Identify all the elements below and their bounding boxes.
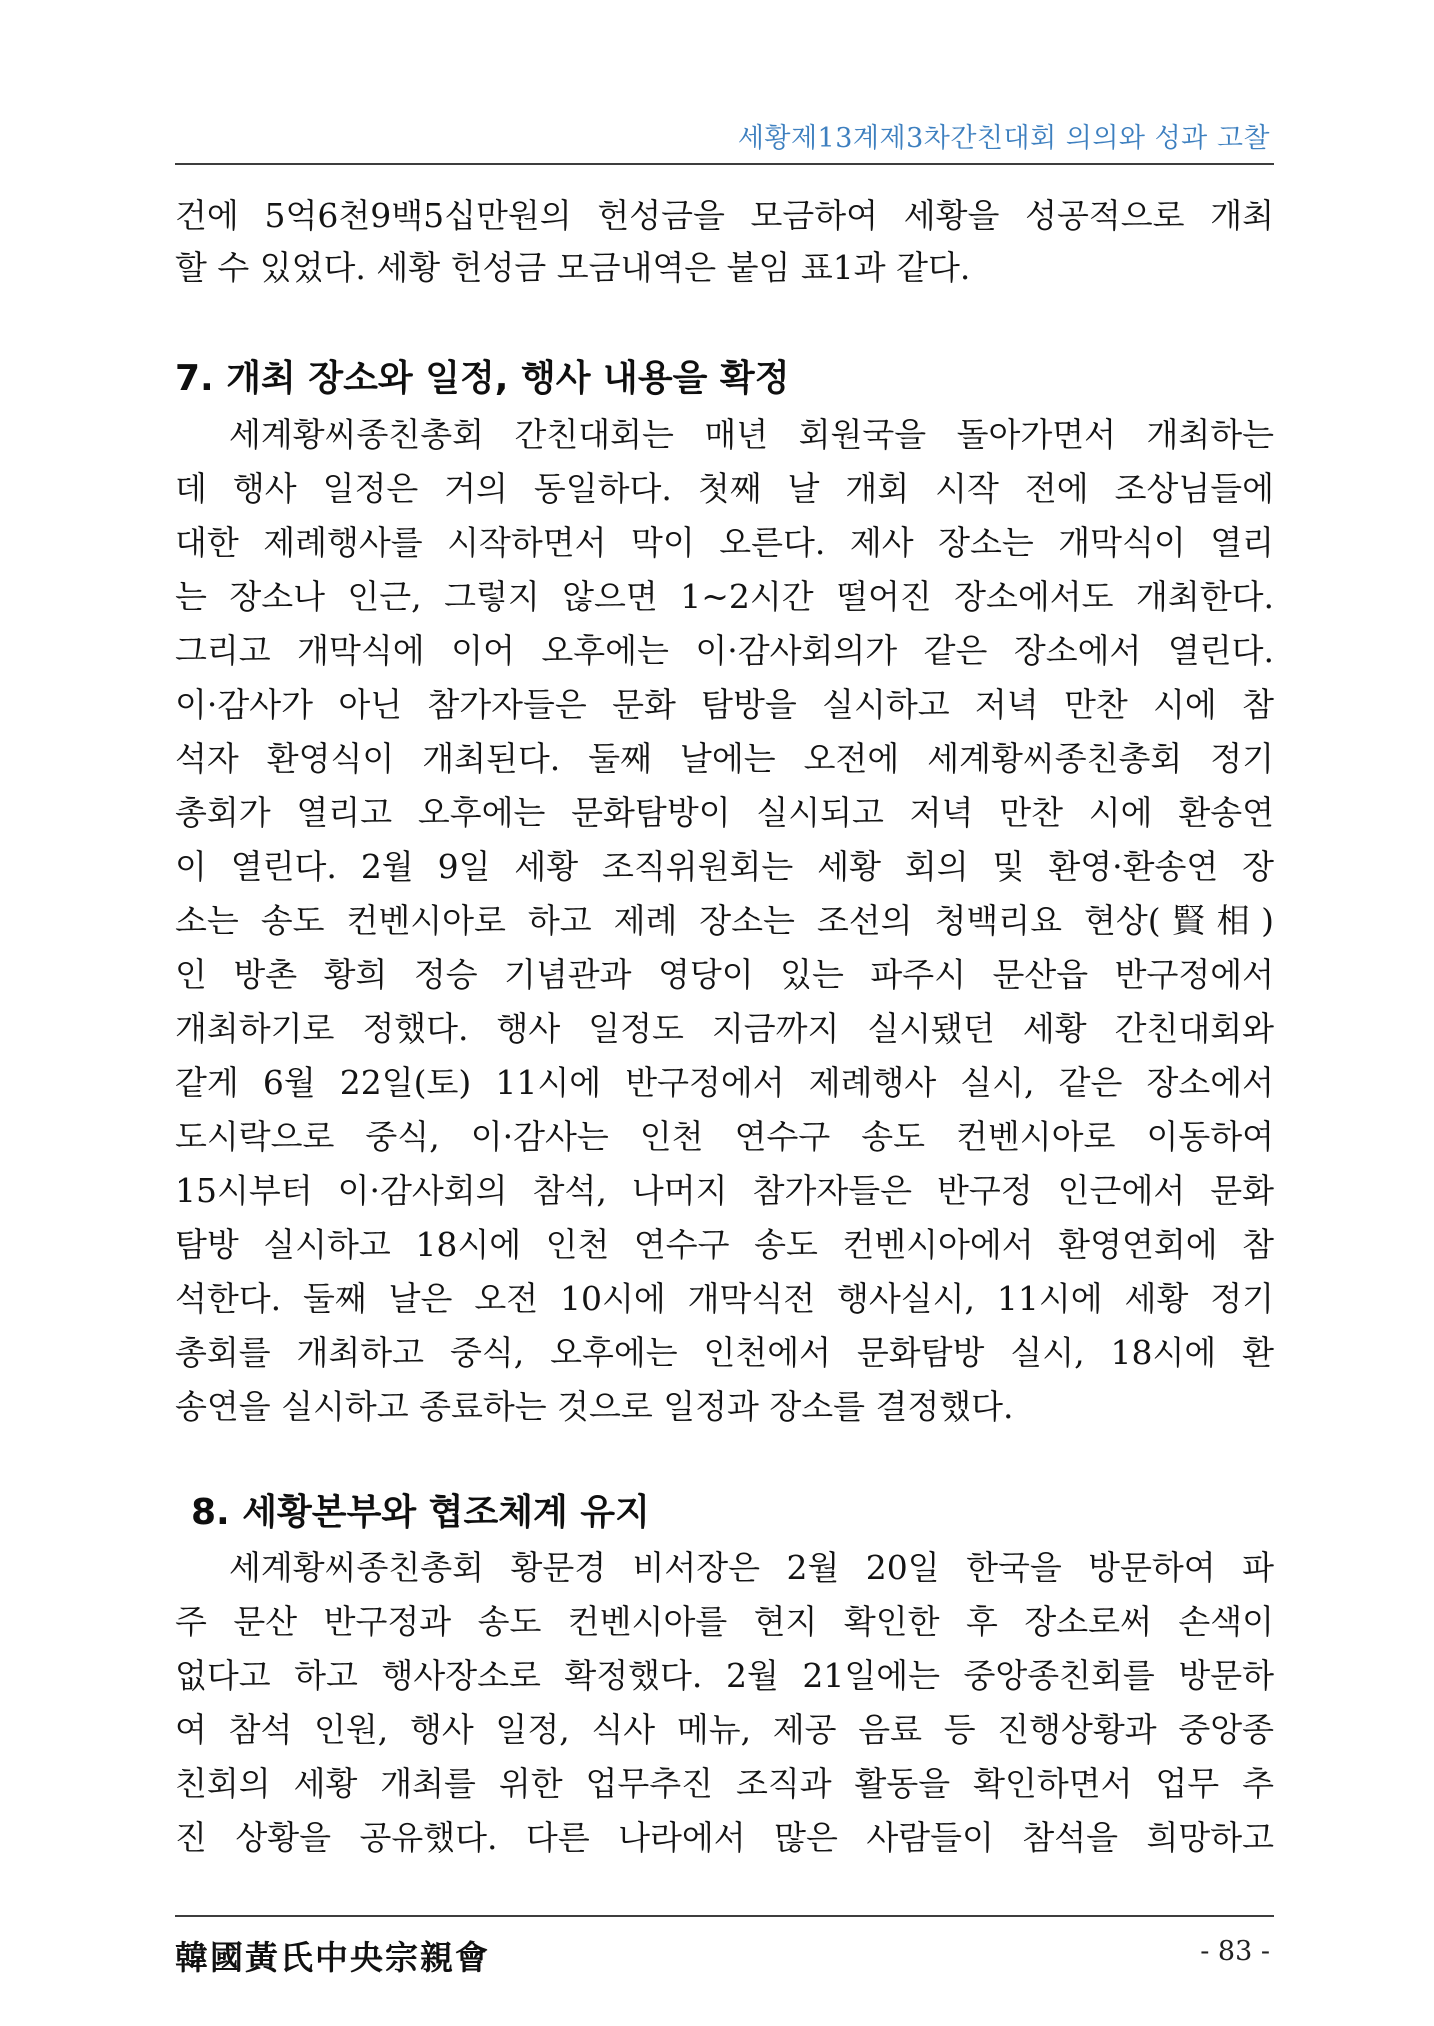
paragraph-line: 대한 제례행사를 시작하면서 막이 오른다. 제사 장소는 개막식이 열리 [175,523,1274,562]
footer-divider [175,1915,1274,1917]
paragraph-line: 이 열린다. 2월 9일 세황 조직위원회는 세황 회의 및 환영·환송연 장 [175,847,1274,886]
section-heading-7: 7. 개최 장소와 일정, 행사 내용을 확정 [175,358,790,399]
paragraph-line: 세계황씨종친총회 간친대회는 매년 회원국을 돌아가면서 개최하는 [229,415,1274,454]
paragraph-line: 소는 송도 컨벤시아로 하고 제례 장소는 조선의 청백리요 현상(賢相) [175,901,1274,940]
paragraph-line: 개최하기로 정했다. 행사 일정도 지금까지 실시됐던 세황 간친대회와 [175,1009,1274,1048]
paragraph-line: 15시부터 이·감사회의 참석, 나머지 참가자들은 반구정 인근에서 문화 [175,1171,1274,1210]
paragraph-line: 여 참석 인원, 행사 일정, 식사 메뉴, 제공 음료 등 진행상황과 중앙종 [175,1710,1274,1749]
paragraph-line: 석한다. 둘째 날은 오전 10시에 개막식전 행사실시, 11시에 세황 정기 [175,1279,1274,1318]
paragraph-line: 탐방 실시하고 18시에 인천 연수구 송도 컨벤시아에서 환영연회에 참 [175,1225,1274,1264]
paragraph-line: 세계황씨종친총회 황문경 비서장은 2월 20일 한국을 방문하여 파 [229,1548,1274,1587]
paragraph-line: 데 행사 일정은 거의 동일하다. 첫째 날 개회 시작 전에 조상님들에 [175,469,1274,508]
page-number: - 83 - [1200,1936,1270,1967]
paragraph-line: 친회의 세황 개최를 위한 업무추진 조직과 활동을 확인하면서 업무 추 [175,1764,1274,1803]
paragraph-line: 총회가 열리고 오후에는 문화탐방이 실시되고 저녁 만찬 시에 환송연 [175,793,1274,832]
header-divider [175,163,1274,165]
running-header-title: 세황제13계제3차간친대회 의의와 성과 고찰 [737,123,1270,154]
paragraph-line: 도시락으로 중식, 이·감사는 인천 연수구 송도 컨벤시아로 이동하여 [175,1117,1274,1156]
section-heading-8: 8. 세황본부와 협조체계 유지 [191,1492,650,1533]
intro-line: 건에 5억6천9백5십만원의 헌성금을 모금하여 세황을 성공적으로 개최 [175,196,1274,235]
intro-line: 할 수 있었다. 세황 헌성금 모금내역은 붙임 표1과 같다. [175,248,971,287]
paragraph-line: 송연을 실시하고 종료하는 것으로 일정과 장소를 결정했다. [175,1387,1014,1426]
paragraph-line: 총회를 개최하고 중식, 오후에는 인천에서 문화탐방 실시, 18시에 환 [175,1333,1274,1372]
paragraph-line: 주 문산 반구정과 송도 컨벤시아를 현지 확인한 후 장소로써 손색이 [175,1602,1274,1641]
paragraph-line: 같게 6월 22일(토) 11시에 반구정에서 제례행사 실시, 같은 장소에서 [175,1063,1274,1102]
paragraph-line: 는 장소나 인근, 그렇지 않으면 1~2시간 떨어진 장소에서도 개최한다. [175,577,1274,616]
paragraph-line: 인 방촌 황희 정승 기념관과 영당이 있는 파주시 문산읍 반구정에서 [175,955,1274,994]
paragraph-line: 석자 환영식이 개최된다. 둘째 날에는 오전에 세계황씨종친총회 정기 [175,739,1274,778]
paragraph-line: 그리고 개막식에 이어 오후에는 이·감사회의가 같은 장소에서 열린다. [175,631,1274,670]
publisher-logo-text: 韓國黃氏中央宗親會 [175,1938,490,1977]
paragraph-line: 이·감사가 아닌 참가자들은 문화 탐방을 실시하고 저녁 만찬 시에 참 [175,685,1274,724]
paragraph-line: 진 상황을 공유했다. 다른 나라에서 많은 사람들이 참석을 희망하고 [175,1818,1274,1857]
paragraph-line: 없다고 하고 행사장소로 확정했다. 2월 21일에는 중앙종친회를 방문하 [175,1656,1274,1695]
